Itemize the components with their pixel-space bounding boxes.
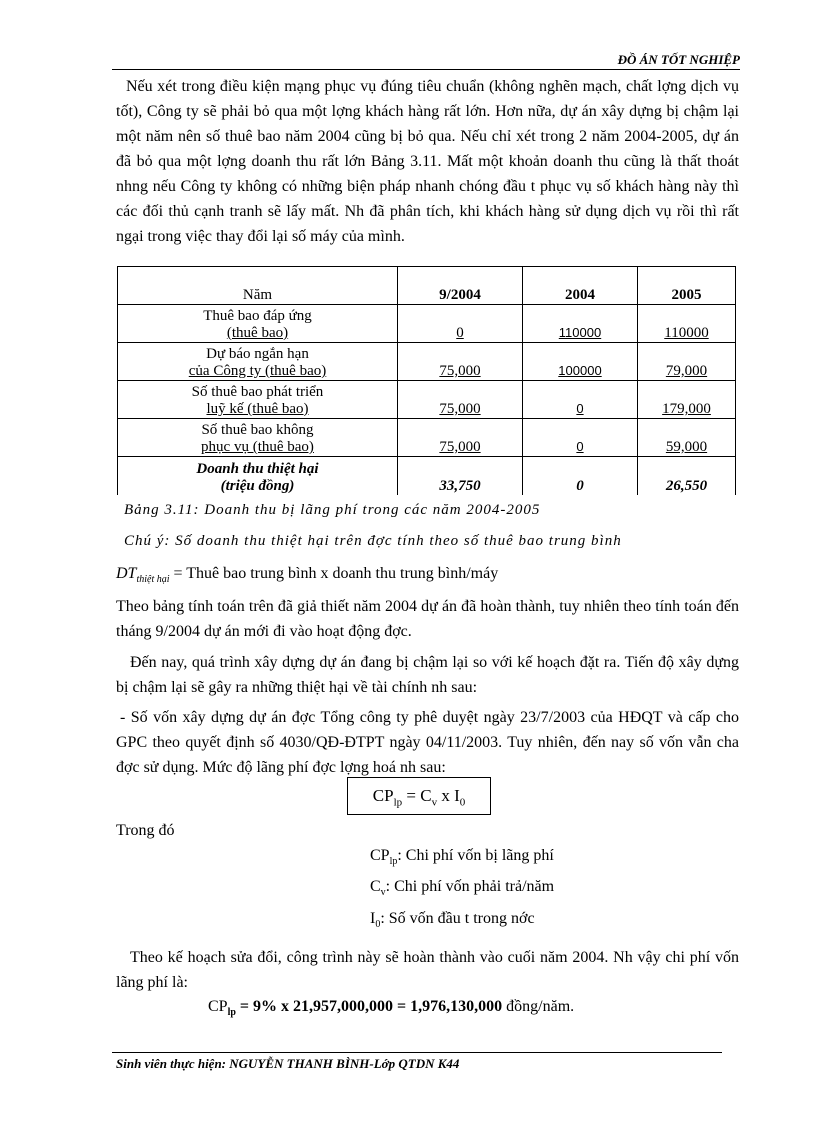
row-label-line: của Công ty (thuê bao) [188,363,327,379]
def-text: : Số vốn đầu t trong nớc [380,910,535,927]
trong-do-label: Trong đó [116,822,175,839]
result-formula [208,994,574,1025]
row-label-line: (thuê bao) [226,325,289,341]
footer-author: Sinh viên thực hiện: NGUYỄN THANH BÌNH-Lớp QTDN K44 [116,1056,460,1071]
cell-value: 59,000 [665,439,708,455]
paragraph-assumption: Theo bảng tính toán trên đã giả thiết năm 2004 dự án đã hoàn thành, tuy nhiên theo tính toán đến tháng 9/2004 dự án mới đi vào hoạt động đợc. [116,598,739,640]
table-row [118,419,736,457]
result-value: 1,976,130,000 [406,998,503,1015]
cell-value: 110000 [664,325,709,341]
cell-value: 110000 [558,325,602,340]
table-cell [638,343,736,381]
row-label [118,381,398,419]
def-symbol: I [370,910,376,927]
dt-formula [116,565,498,585]
table-cell: 0 [523,457,638,495]
paragraph-capital: - Số vốn xây dựng dự án đợc Tổng công ty phê duyệt ngày 23/7/2003 của HĐQT và cấp cho GPC theo quyết định số 4030/QĐ-ĐTPT ngày 04/11/2003. Tuy nhiên, đến nay số vốn vẫn cha đợc sử dụng. Mức độ lãng phí đợc lợng hoá nh sau: [116,709,739,776]
cost-formula-box [347,777,491,815]
table-cell [523,343,638,381]
row-label-line: luỹ kế (thuê bao) [206,401,309,417]
table-cell [638,381,736,419]
table-cell [523,381,638,419]
table-cell [398,305,523,343]
table-header-row [118,267,736,305]
row-label [118,343,398,381]
table-cell [398,419,523,457]
revenue-table [117,266,736,495]
table-cell [398,381,523,419]
table-cell [523,419,638,457]
formula-sub: lp [393,796,403,809]
def-symbol: C [370,878,381,895]
formula-sub: 0 [459,796,466,809]
table-row-total [118,457,736,495]
result-sub: lp [227,1007,236,1019]
table-header-cell: 9/2004 [398,267,523,305]
definition-item [370,843,554,874]
table-row [118,343,736,381]
dt-subscript: thiệt hại [136,574,170,586]
footer-divider [112,1052,722,1053]
result-part: = 9% x 21,957,000,000 = [235,998,407,1015]
cell-value: 0 [576,439,584,454]
dt-definition: = Thuê bao trung bình x doanh thu trung bình/máy [173,565,499,582]
cell-value: 75,000 [439,401,481,417]
row-label-line: (triệu đồng) [220,477,295,494]
formula-part: x I [437,786,460,805]
row-label-line: Doanh thu thiệt hại [196,460,319,477]
result-part: CP [208,998,228,1015]
cell-value: 0 [456,325,464,341]
formula-part: = C [402,786,432,805]
table-cell: 26,550 [638,457,736,495]
row-label-line: Thuê bao đáp ứng [203,308,312,324]
def-sub: v [380,887,386,899]
paragraph-delay: Đến nay, quá trình xây dựng dự án đang bị chậm lại so với kế hoạch đặt ra. Tiến độ xây dựng bị chậm lại sẽ gây ra những thiệt hại về tài chính nh sau: [116,654,739,696]
def-sub: lp [389,856,398,868]
dt-symbol: DT [116,565,137,582]
table-header-cell: 2005 [638,267,736,305]
result-unit: đồng/năm. [502,998,575,1015]
row-label-line: Số thuê bao phát triển [191,384,324,400]
row-label [118,419,398,457]
table-note: Chú ý: Số doanh thu thiệt hại trên đợc tính theo số thuê bao trung bình [124,533,622,549]
cell-value: 75,000 [439,439,481,455]
cell-value: 100000 [558,363,602,378]
cell-value: 0 [576,401,584,416]
table-caption: Bảng 3.11: Doanh thu bị lãng phí trong các năm 2004-2005 [124,502,541,518]
table-row [118,381,736,419]
cell-value: 79,000 [665,363,708,379]
row-label [118,305,398,343]
table-cell [638,419,736,457]
table-cell [638,305,736,343]
header-title: ĐỒ ÁN TỐT NGHIỆP [617,52,740,67]
definition-item [370,906,535,937]
definition-item [370,874,554,905]
def-sub: 0 [375,919,381,931]
table-cell [523,305,638,343]
formula-sub: v [431,796,438,809]
formula-part: CP [372,786,394,805]
table-row [118,305,736,343]
row-label-line: phục vụ (thuê bao) [201,439,314,455]
table-cell: 33,750 [398,457,523,495]
def-text: : Chi phí vốn bị lãng phí [397,847,554,864]
cell-value: 75,000 [439,363,481,379]
cell-value: 179,000 [662,401,711,417]
header-divider [112,69,740,70]
def-text: : Chi phí vốn phải trả/năm [385,878,555,895]
table-header-cell: Năm [118,267,398,305]
intro-paragraph: Nếu xét trong điều kiện mạng phục vụ đúng tiêu chuẩn (không nghẽn mạch, chất lợng dịch vụ tốt), Công ty sẽ phải bỏ qua một lợng khách hàng rất lớn. Hơn nữa, dự án xây dựng bị chậm lại một năm nên số thuê bao năm 2004 cũng bị bỏ qua. Nếu chỉ xét trong 2 năm 2004-2005, dự án đã bỏ qua một lợng doanh thu rất lớn Bảng 3.11. Mất một khoản doanh thu cũng là thất thoát nhng nếu Công ty không có những biện pháp nhanh chóng đầu t phục vụ số khách hàng này thì các đối thủ cạnh tranh sẽ lấy mất. Nh đã phân tích, khi khách hàng sử dụng dịch vụ rồi thì rất ngại trong việc thay đổi lại số máy của mình. [116,78,739,245]
table-header-cell: 2004 [523,267,638,305]
row-label-line: Dự báo ngắn hạn [206,346,309,362]
row-label-line: Số thuê bao không [201,422,314,438]
paragraph-plan: Theo kế hoạch sửa đổi, công trình này sẽ hoàn thành vào cuối năm 2004. Nh vậy chi phí vốn lãng phí là: [116,949,739,991]
def-symbol: CP [370,847,390,864]
row-label [118,457,398,495]
table-cell [398,343,523,381]
